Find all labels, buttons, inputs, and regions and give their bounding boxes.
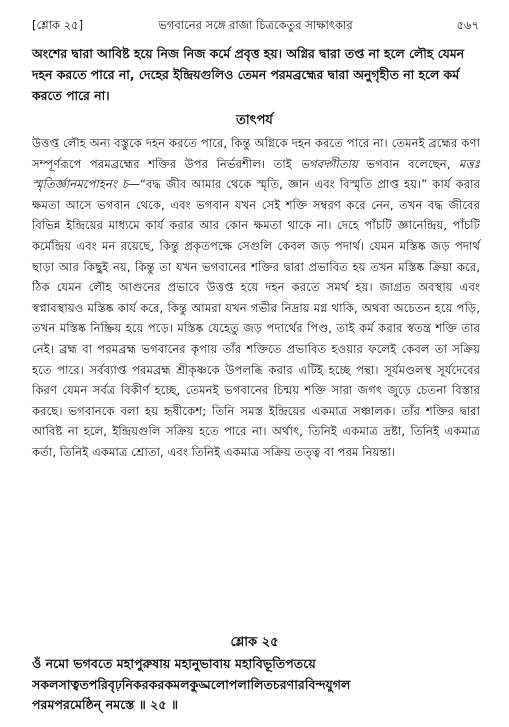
purport-part-1: উত্তপ্ত লৌহ অন্য বস্তুকে দহন করতে পারে, কিন্তু অগ্নিকে দহন করতে পারে না। তেমনই ব্রহ্মের কণা সম্পূর্ণরূপে পরমব্রহ্মের শক্তির উপর নির্ভরশীল। তাই	[32, 136, 480, 171]
header-chapter-title: ভগবানের সঙ্গে রাজা চিত্রকেতুর সাক্ষাৎকার	[158, 18, 353, 32]
purport-source-title: ভগবদ্গীতায়	[300, 156, 358, 171]
translation-text: অংশের দ্বারা আবিষ্ট হয়ে নিজ নিজ কর্মে প্রবৃত্ত হয়। অগ্নির দ্বারা তপ্ত না হলে লৌহ যেমন দহন করতে পারে না, দেহের ইন্দ্রিয়গুলিও তেমন পরমব্রহ্মের দ্বারা অনুগৃহীত না হলে কর্ম করতে পারে না।	[32, 46, 465, 103]
verse-heading: শ্লোক ২৫	[230, 635, 279, 650]
header-verse-ref: [শ্লোক ২৫]	[32, 18, 84, 32]
verse-line: সকলসাত্বতপরিবৃঢ়নিকরকরকমলকুড্মলোপলালিতচরণারবিন্দযুগল	[32, 676, 351, 692]
purport-heading: তাৎপর্য	[236, 113, 273, 128]
purport-part-3: —“বদ্ধ জীব আমার থেকে স্মৃতি, জ্ঞান এবং বিস্মৃতি প্রাপ্ত হয়।” কার্য করার ক্ষমতা আসে ভগবান থেকে, এবং ভগবান যখন সেই শক্তি সম্বরণ করে নেন, তখন বদ্ধ জীবের বিভিন্ন ইন্দ্রিয়ের মাধ্যমে কার্য করার আর কোন ক্ষমতা থাকে না। দেহে পাঁচটি জ্ঞানেন্দ্রিয়, পাঁচটি কর্মেন্দ্রিয় এবং মন রয়েছে, কিন্তু প্রকৃতপক্ষে সেগুলি কেবল জড় পদার্থ। যেমন মস্তিষ্ক জড় পদার্থ ছাড়া আর কিছুই নয়, কিন্তু তা যখন ভগবানের শক্তির দ্বারা প্রভাবিত হয় তখন মস্তিষ্ক ক্রিয়া করে, ঠিক যেমন লৌহ আগুনের প্রভাবে উত্তপ্ত হয়ে দহন করতে সমর্থ হয়। জাগ্রত অবস্থায় এবং স্বপ্নাবস্থায়ও মস্তিষ্ক কার্য করে, কিন্তু আমরা যখন গভীর নিদ্রায় মগ্ন থাকি, অথবা অচেতন হয়ে পড়ি, তখন মস্তিষ্ক নিষ্ক্রিয় হয়ে পড়ে। মস্তিষ্ক যেহেতু জড় পদার্থের পিণ্ড, তাই কর্ম করার স্বতন্ত্র শক্তি তার নেই। ব্রহ্ম বা পরমব্রহ্ম ভগবানের কৃপায় তাঁর শক্তিতে প্রভাবিত হওয়ার ফলেই কেবল তা সক্রিয় হতে পারে। সর্বব্যাপ্ত পরমব্রহ্ম শ্রীকৃষ্ণকে উপলব্ধি করার এটিই হচ্ছে পন্থা। সূর্যমণ্ডলস্থ সূর্যদেবের কিরণ যেমন সর্বত্র বিকীর্ণ হচ্ছে, তেমনই ভগবানের চিন্ময় শক্তি সারা জগৎ জুড়ে চেতনা বিস্তার করছে। ভগবানকে বলা হয় হৃষীকেশ; তিনি সমস্ত ইন্দ্রিয়ের একমাত্র সঞ্চালক। তাঁর শক্তির দ্বারা আবিষ্ট না হলে, ইন্দ্রিয়গুলি সক্রিয় হতে পারে না। অর্থাৎ, তিনিই একমাত্র দ্রষ্টা, তিনিই একমাত্র কর্তা, তিনিই একমাত্র শ্রোতা, এবং তিনিই একমাত্র সক্রিয় তত্ত্ব বা পরম নিয়ন্তা।	[32, 177, 480, 459]
running-header	[32, 16, 479, 34]
page-number: ৫৬৭	[456, 18, 479, 32]
purport-part-2: ভগবান বলেছেন,	[357, 156, 459, 171]
verse-line: ওঁ নমো ভগবতে মহাপুরুষায় মহানুভাবায় মহাবিভূতিপতয়ে	[32, 656, 316, 671]
purport-sanskrit-quote: মত্তঃ স্মৃতির্জ্ঞানমপোহনং চ	[32, 156, 480, 192]
purport-text	[32, 133, 480, 463]
verse-line: পরমপরমেষ্ঠিন্ নমস্তে ॥ ২৫ ॥	[32, 697, 179, 712]
sanskrit-verse	[32, 654, 480, 716]
